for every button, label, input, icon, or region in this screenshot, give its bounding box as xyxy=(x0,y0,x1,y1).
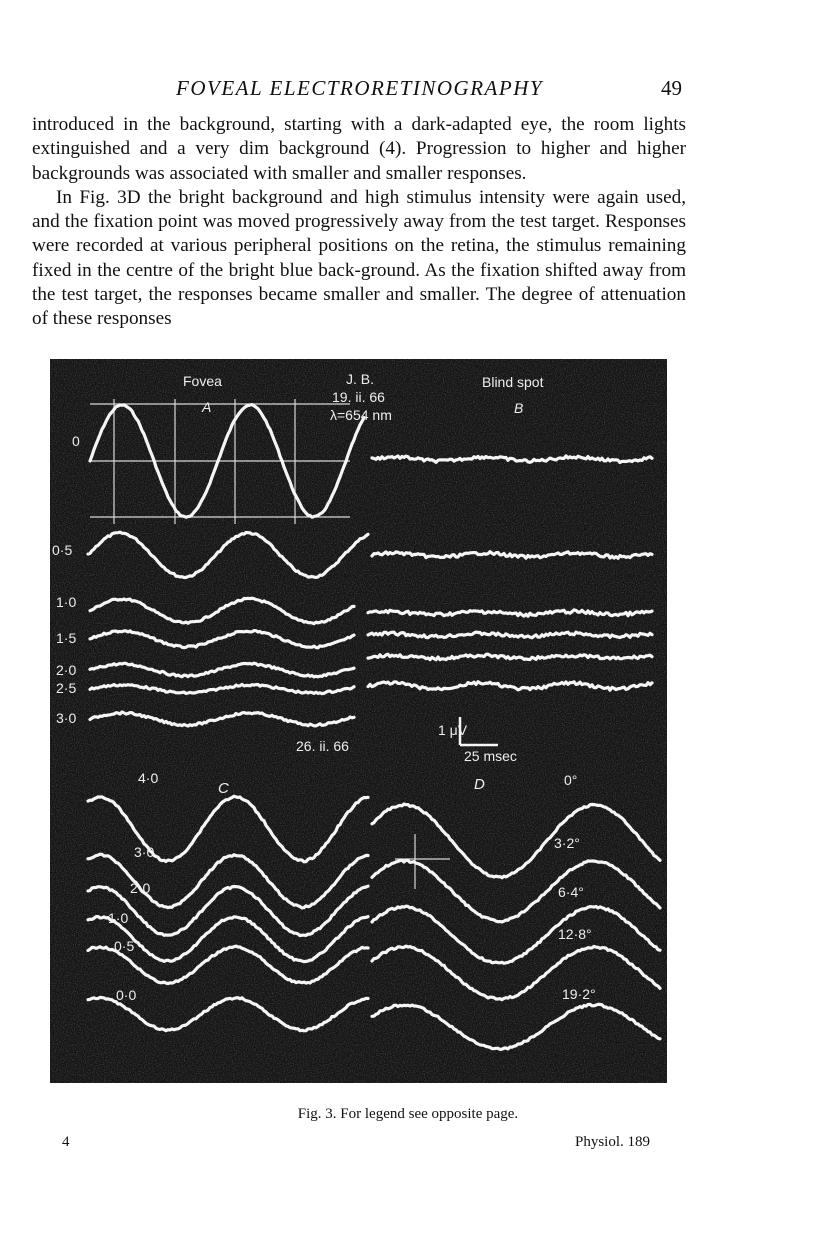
trace-label-c: 0·0 xyxy=(116,987,137,1003)
label-subject: J. B. xyxy=(346,371,375,387)
trace-label-ab: 0·5 xyxy=(52,542,73,558)
trace-label-d: 12·8° xyxy=(558,926,592,942)
trace-label-d: 0° xyxy=(564,772,578,788)
label-panel-a: A xyxy=(202,399,212,415)
trace-label-ab: 1·5 xyxy=(56,630,77,646)
label-panel-d: D xyxy=(474,776,485,793)
label-panel-b: B xyxy=(514,400,524,416)
trace-label-d: 3·2° xyxy=(554,835,580,851)
figure-3 xyxy=(50,359,667,1083)
trace-label-c: 3·0 xyxy=(134,844,155,860)
running-title: FOVEAL ELECTRORETINOGRAPHY xyxy=(176,76,544,100)
label-blind-spot: Blind spot xyxy=(482,374,544,390)
trace-label-ab: 2·5 xyxy=(56,680,77,696)
label-wavelength: λ=654 nm xyxy=(330,407,392,423)
figure-3-plot xyxy=(50,359,667,1083)
trace-label-ab: 0 xyxy=(72,433,80,449)
film-grain xyxy=(50,359,667,1083)
trace-label-d: 6·4° xyxy=(558,884,584,900)
label-panel-c: C xyxy=(218,780,229,797)
label-date-2: 26. ii. 66 xyxy=(296,738,349,754)
figure-caption: Fig. 3. For legend see opposite page. xyxy=(297,1106,519,1122)
journal-reference: Physiol. 189 xyxy=(575,1134,651,1150)
paragraph: introduced in the background, starting with a dark-adapted eye, the room lights extinguished and a very dim background (4). Progression to higher and higher backgrounds was associated with smaller and smaller responses. xyxy=(32,114,686,184)
trace-label-c: 0·5 xyxy=(114,938,135,954)
label-scale-time: 25 msec xyxy=(464,748,517,764)
page-number: 49 xyxy=(661,76,682,100)
paragraph: In Fig. 3D the bright background and high stimulus intensity were again used, and the fixation point was moved progressively away from the test target. Responses were recorded at various peripheral positions on the retina, the stimulus remaining fixed in the centre of the bright blue back-ground. As the fixation shifted away from the test target, the responses became smaller and smaller. The degree of attenuation of these responses xyxy=(32,186,686,330)
trace-label-c: 4·0 xyxy=(138,770,159,786)
trace-label-ab: 2·0 xyxy=(56,662,77,678)
running-head xyxy=(0,74,816,108)
trace-label-d: 19·2° xyxy=(562,986,596,1002)
trace-label-c: 2·0 xyxy=(130,880,151,896)
trace-label-ab: 3·0 xyxy=(56,710,77,726)
label-fovea: Fovea xyxy=(183,373,222,389)
label-date-1: 19. ii. 66 xyxy=(332,389,385,405)
body-text xyxy=(32,113,686,332)
trace-label-ab: 1·0 xyxy=(56,594,77,610)
trace-label-c: 1·0 xyxy=(108,910,129,926)
label-scale-voltage: 1 μV xyxy=(438,722,468,738)
signature-mark: 4 xyxy=(62,1134,70,1150)
